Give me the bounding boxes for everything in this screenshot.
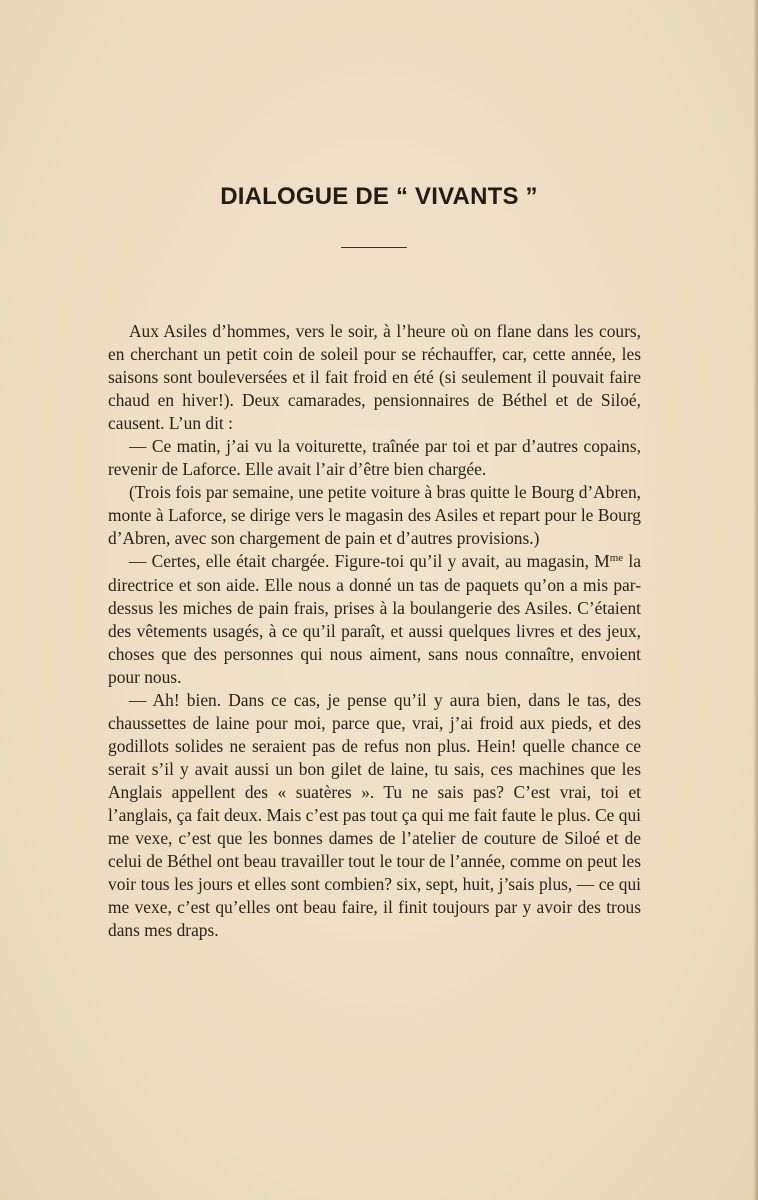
title-divider	[341, 247, 407, 248]
page-edge-shadow	[753, 0, 758, 1200]
paragraph: Aux Asiles d’hommes, vers le soir, à l’heure où on flane dans les cours, en cherchant un petit coin de soleil pour se réchauffer, car, cette année, les saisons sont bouleversées et il fait froid en été (si seulement il pouvait faire chaud en hiver!). Deux camarades, pensionnaires de Béthel et de Siloé, causent. L’un dit :	[108, 321, 641, 434]
paragraph-text: la directrice et son aide. Elle nous a donné un tas de paquets qu’on a mis par-dessus les miches de pain frais, prises à la boulangerie des Asiles. C’étaient des vêtements usagés, à ce qu’il paraît, et aussi quelques livres et des jeux, choses que des personnes qui nous aiment, sans nous connaître, envoient pour nous.	[108, 551, 641, 687]
paragraph: (Trois fois par semaine, une petite voiture à bras quitte le Bourg d’Abren, monte à Laforce, se dirige vers le magasin des Asiles et repart pour le Bourg d’Abren, avec son chargement de pain et d’autres provisions.)	[108, 482, 641, 549]
page-title: DIALOGUE DE “ VIVANTS ”	[220, 183, 538, 210]
paragraph	[108, 550, 641, 688]
superscript: me	[609, 552, 624, 565]
body-text	[108, 320, 641, 942]
paragraph: — Ce matin, j’ai vu la voiturette, traînée par toi et par d’autres copains, revenir de Laforce. Elle avait l’air d’être bien chargée.	[108, 436, 641, 480]
paragraph-text: — Certes, elle était chargée. Figure-toi qu’il y avait, au magasin, M	[129, 551, 610, 572]
paragraph: — Ah! bien. Dans ce cas, je pense qu’il y aura bien, dans le tas, des chaussettes de laine pour moi, parce que, vrai, j’ai froid aux pieds, et des godillots solides ne seraient pas de refus non plus. Hein! quelle chance ce serait s’il y avait aussi un bon gilet de laine, tu sais, ces machines que les Anglais appellent des « suatères ». Tu ne sais pas? C’est vrai, toi et l’anglais, ça fait deux. Mais c’est pas tout ça qui me fait faute le plus. Ce qui me vexe, c’est que les bonnes dames de l’atelier de couture de Siloé et de celui de Béthel ont beau travailler tout le tour de l’année, comme on peut les voir tous les jours et elles sont combien? six, sept, huit, j’sais plus, — ce qui me vexe, c’est qu’elles ont beau faire, il finit toujours par y avoir des trous dans mes draps.	[108, 689, 641, 941]
